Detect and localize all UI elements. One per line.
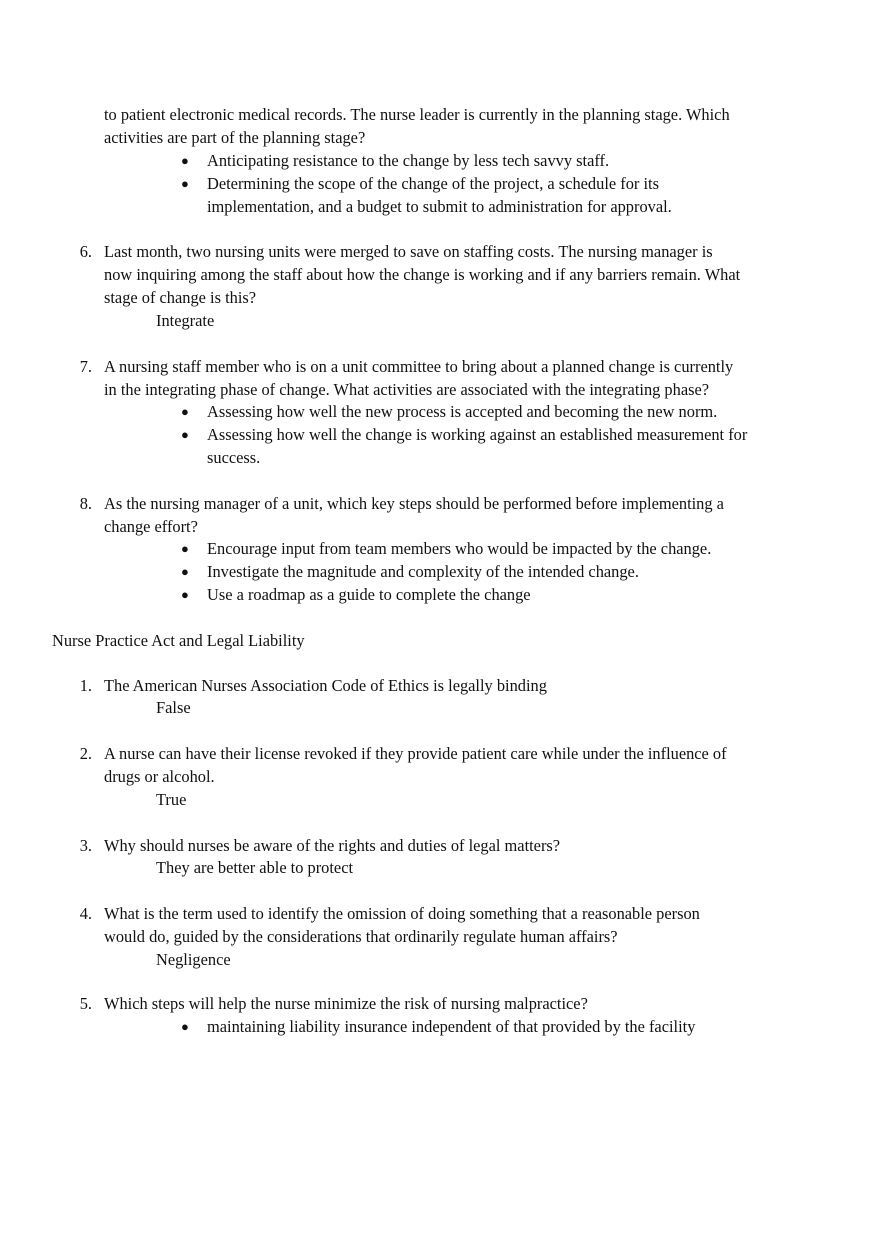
- question-6-answer: Integrate: [156, 311, 215, 330]
- bullet-icon: ●: [181, 153, 189, 168]
- legal-question-1-answer: False: [156, 698, 191, 717]
- question-5-answer-2-line-2: implementation, and a budget to submit to administration for approval.: [207, 197, 672, 216]
- question-6-number: 6.: [79, 242, 92, 261]
- bullet-icon: ●: [181, 404, 189, 419]
- question-5-answer-2-line-1: Determining the scope of the change of the project, a schedule for its: [207, 174, 659, 193]
- question-6-line-2: now inquiring among the staff about how the change is working and if any barriers remain. What: [104, 265, 741, 284]
- legal-question-4-line-1: What is the term used to identify the omission of doing something that a reasonable person: [104, 904, 700, 923]
- question-7-line-1: A nursing staff member who is on a unit committee to bring about a planned change is currently: [104, 357, 734, 376]
- legal-question-4-answer: Negligence: [156, 950, 231, 969]
- bullet-icon: ●: [181, 587, 189, 602]
- question-5-line-2: activities are part of the planning stage?: [104, 128, 366, 147]
- bullet-icon: ●: [181, 564, 189, 579]
- bullet-icon: ●: [181, 1019, 189, 1034]
- legal-question-5-answer-1: maintaining liability insurance independent of that provided by the facility: [207, 1017, 696, 1036]
- bullet-icon: ●: [181, 541, 189, 556]
- question-6-line-3: stage of change is this?: [104, 288, 257, 307]
- question-5-line-1: to patient electronic medical records. The nurse leader is currently in the planning stage. Which: [104, 105, 730, 124]
- question-7-line-2: in the integrating phase of change. What activities are associated with the integrating phase?: [104, 380, 710, 399]
- section-heading: Nurse Practice Act and Legal Liability: [52, 631, 305, 650]
- legal-question-3-answer: They are better able to protect: [156, 858, 354, 877]
- question-7-answer-2-line-2: success.: [207, 448, 261, 467]
- legal-question-2-line-1: A nurse can have their license revoked if they provide patient care while under the influence of: [104, 744, 727, 763]
- legal-question-4-line-2: would do, guided by the considerations that ordinarily regulate human affairs?: [104, 927, 618, 946]
- bullet-icon: ●: [181, 176, 189, 191]
- legal-question-1-line-1: The American Nurses Association Code of Ethics is legally binding: [104, 676, 547, 695]
- legal-question-4-number: 4.: [79, 904, 92, 923]
- question-7-answer-2-line-1: Assessing how well the change is working against an established measurement for: [207, 425, 748, 444]
- question-8-answer-1: Encourage input from team members who would be impacted by the change.: [207, 539, 712, 558]
- legal-question-2-number: 2.: [79, 744, 92, 763]
- question-8-answer-2: Investigate the magnitude and complexity of the intended change.: [207, 562, 639, 581]
- legal-question-2-answer: True: [156, 790, 187, 809]
- legal-question-5-line-1: Which steps will help the nurse minimize the risk of nursing malpractice?: [104, 994, 588, 1013]
- question-8-line-2: change effort?: [104, 517, 198, 536]
- legal-question-3-number: 3.: [79, 836, 92, 855]
- question-5-answer-1: Anticipating resistance to the change by less tech savvy staff.: [207, 151, 610, 170]
- bullet-icon: ●: [181, 427, 189, 442]
- question-6-line-1: Last month, two nursing units were merged to save on staffing costs. The nursing manager is: [104, 242, 713, 261]
- question-8-answer-3: Use a roadmap as a guide to complete the change: [207, 585, 531, 604]
- question-7-answer-1: Assessing how well the new process is accepted and becoming the new norm.: [207, 402, 718, 421]
- legal-question-3-line-1: Why should nurses be aware of the rights and duties of legal matters?: [104, 836, 561, 855]
- legal-question-5-number: 5.: [79, 994, 92, 1013]
- legal-question-1-number: 1.: [79, 676, 92, 695]
- question-8-number: 8.: [79, 494, 92, 513]
- question-8-line-1: As the nursing manager of a unit, which key steps should be performed before implementing a: [104, 494, 724, 513]
- legal-question-2-line-2: drugs or alcohol.: [104, 767, 215, 786]
- question-7-number: 7.: [79, 357, 92, 376]
